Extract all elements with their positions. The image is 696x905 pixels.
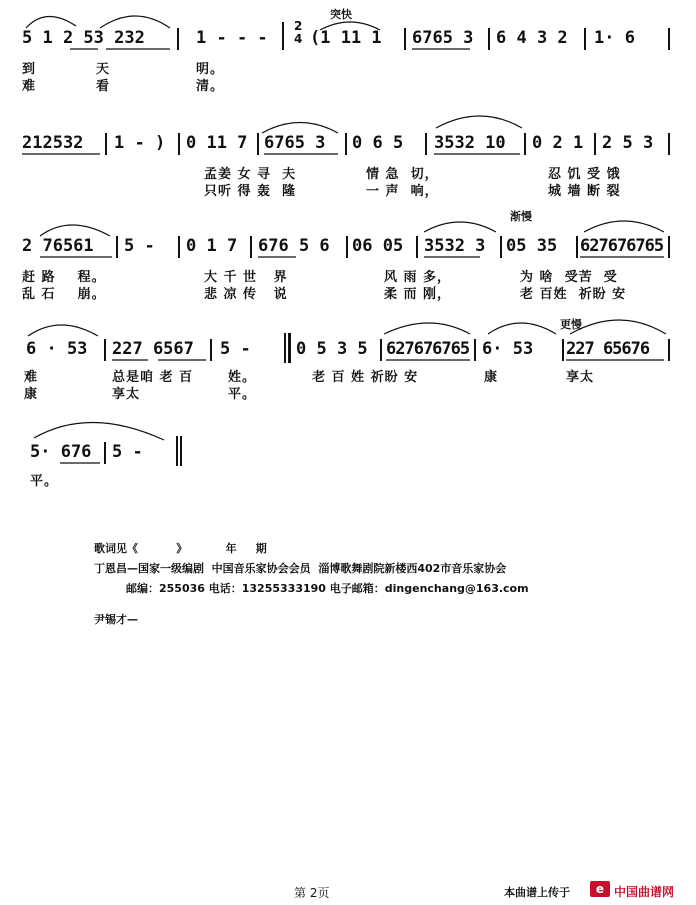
lyric-token: 享太 [112, 387, 141, 402]
measure: 5 1 2 53 232 [22, 28, 145, 48]
measure: 5 - [112, 442, 143, 462]
measure: 05 35 [506, 236, 558, 256]
measure: 1· 6 [594, 28, 635, 48]
measure: 6765 3 [412, 28, 474, 48]
measure: 5 - [220, 339, 251, 359]
tempo-mark-ritardando: 渐慢 [510, 210, 532, 223]
measure: 2 5 3 [602, 133, 654, 153]
measure: 5 - [124, 236, 155, 256]
measure: 627676765 [386, 339, 470, 359]
lyric-token: 悲 凉 传 说 [204, 287, 288, 302]
lyric-token: 难 [22, 79, 37, 94]
lyric-token: 看 [96, 79, 111, 94]
measure: 6 · 53 [26, 339, 88, 359]
lyric-token: 到 [22, 62, 37, 77]
measure: 227 65676 [566, 339, 650, 359]
lyric-token: 老 百 姓 祈盼 安 [312, 370, 419, 385]
measure: 627676765 [580, 236, 664, 256]
lyrics-source: 歌词见《 》 年 期 [94, 542, 267, 555]
site-logo-icon: e [590, 881, 610, 897]
measure: 2 76561 [22, 236, 94, 256]
measure: 0 2 1 [532, 133, 584, 153]
lyric-token: 柔 而 刚， [384, 287, 452, 302]
lyric-token: 只听 得 轰 隆 [204, 184, 297, 199]
lyric-token: 大 千 世 界 [204, 270, 288, 285]
lyric-token: 忍 饥 受 饿 [548, 167, 621, 182]
lyric-token: 康 [24, 387, 39, 402]
lyric-token: 平。 [30, 474, 59, 489]
lyric-token: 平。 [228, 387, 257, 402]
site-name[interactable]: 中国曲谱网 [614, 885, 675, 899]
lyric-token: 难 [24, 370, 39, 385]
lyric-token: 赶 路 程。 [22, 270, 106, 285]
measure: 0 6 5 [352, 133, 404, 153]
measure: (1 11 1 [310, 28, 382, 48]
lyric-token: 总是咱 老 百 [112, 370, 194, 385]
measure: 5· 676 [30, 442, 92, 462]
measure: 676 5 6 [258, 236, 330, 256]
lyric-token: 为 啥 受苦 受 [520, 270, 618, 285]
measure: 6765 3 [264, 133, 326, 153]
lyric-token: 姓。 [228, 370, 257, 385]
measure: 6· 53 [482, 339, 534, 359]
lyric-token: 乱 石 崩。 [22, 287, 106, 302]
time-signature: 2 4 [294, 19, 303, 46]
measure: 1 - - - [196, 28, 268, 48]
tempo-mark-accelerate: 突快 [330, 8, 352, 21]
measure: 3532 10 [434, 133, 506, 153]
composer-name: 尹锡才— [94, 613, 138, 626]
lyric-token: 老 百姓 祈盼 安 [520, 287, 627, 302]
lyric-token: 享太 [566, 370, 595, 385]
tempo-mark-more-slow: 更慢 [560, 318, 582, 331]
measure: 06 05 [352, 236, 404, 256]
page-number: 第 2页 [294, 886, 330, 900]
lyric-token: 风 雨 多， [384, 270, 452, 285]
lyric-token: 一 声 响， [366, 184, 439, 199]
measure: 0 1 7 [186, 236, 238, 256]
lyric-token: 明。 [196, 62, 225, 77]
lyric-token: 天 [96, 62, 111, 77]
measure: 227 6567 [112, 339, 194, 359]
measure: 212532 [22, 133, 84, 153]
lyricist-info: 丁恩昌—国家一级编剧 中国音乐家协会会员 淄博歌舞剧院新楼西402市音乐家协会 [94, 562, 507, 575]
lyric-token: 情 急 切， [366, 167, 439, 182]
lyric-token: 城 墙 断 裂 [548, 184, 621, 199]
measure: 6 4 3 2 [496, 28, 568, 48]
measure: 0 11 7 [186, 133, 248, 153]
lyric-token: 孟姜 女 寻 夫 [204, 167, 297, 182]
lyric-token: 清。 [196, 79, 225, 94]
measure: 1 - ) [114, 133, 166, 153]
measure: 0 5 3 5 [296, 339, 368, 359]
contact-info: 邮编：255036 电话：13255333190 电子邮箱：dingenchang@163.com [126, 582, 529, 595]
lyric-token: 康 [484, 370, 499, 385]
upload-note: 本曲谱上传于 [504, 886, 570, 899]
measure: 3532 3 [424, 236, 486, 256]
